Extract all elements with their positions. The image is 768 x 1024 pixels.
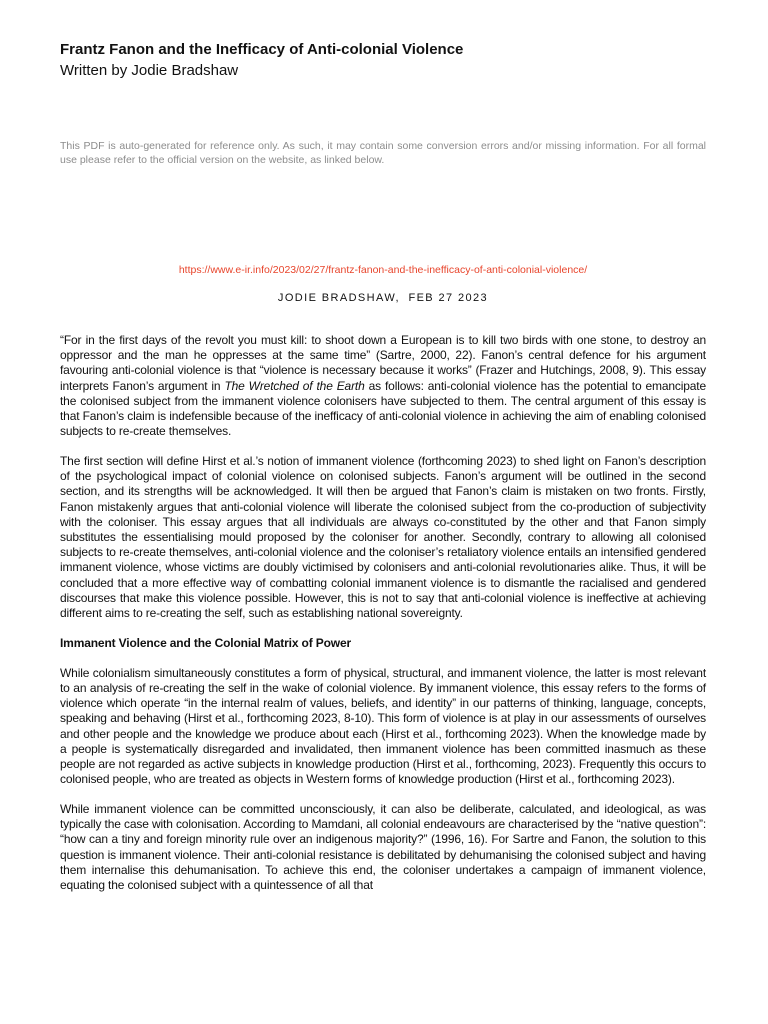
- meta-author: JODIE BRADSHAW,: [277, 292, 400, 304]
- source-link[interactable]: https://www.e-ir.info/2023/02/27/frantz-fanon-and-the-inefficacy-of-anti-colonial-violence/: [178, 264, 588, 276]
- section-heading: Immanent Violence and the Colonial Matrix of Power: [60, 635, 352, 650]
- paragraph-1-text-a: “For in the first days of the revolt you must kill: to shoot down a European is to kill two birds with one stone, to destroy an oppressor and the man he oppresses at the same time” (Sartre, 2000, 22). Fanon’s central defence for his argument favouring anti-colonial violence is that “violence is necessary because it works” (Frazer and Hutchings, 2008, 9). This essay interprets Fanon’s argument in: [60, 333, 706, 393]
- book-title: The Wretched of the Earth: [224, 378, 365, 393]
- paragraph-4: While immanent violence can be committed unconsciously, it can also be deliberate, calculated, and ideological, as was typically the case with colonisation. According to Mamdani, all colonial endeavours are characterised by the “native question”: “how can a tiny and foreign minority rule over an indigenous majority?” (1996, 16). For Sartre and Fanon, the solution to this question is immanent violence. Their anti-colonial resistance is debilitated by dehumanising the colonised subject and having them internalise this dehumanisation. To achieve this end, the coloniser undertakes a campaign of immanent violence, equating the colonised subject with a quintessence of all that: [60, 801, 706, 892]
- article-meta: [60, 292, 706, 304]
- paragraph-3: While colonialism simultaneously constitutes a form of physical, structural, and immanent violence, the latter is most relevant to an analysis of re-creating the self in the wake of colonial violence. By immanent violence, this essay refers to the forms of violence which operate “in the internal realm of values, beliefs, and identity” in our patterns of thinking, language, concepts, speaking and behaving (Hirst et al., forthcoming 2023, 8-10). This form of violence is at play in our assessments of ourselves and other people and the knowledge we produce about each (Hirst et al., forthcoming 2023). When the knowledge made by a people is systematically disregarded and invalidated, then immanent violence has been committed inasmuch as these people are not regarded as active subjects in knowledge production (Hirst et al., forthcoming, 2023). Frequently this occurs to colonised people, who are treated as objects in Western forms of knowledge production (Hirst et al., forthcoming 2023).: [60, 665, 706, 787]
- pdf-disclaimer: This PDF is auto-generated for reference only. As such, it may contain some conversion errors and/or missing information. For all formal use please refer to the official version on the website, as linked below.: [60, 140, 706, 166]
- paragraph-2: The first section will define Hirst et al.’s notion of immanent violence (forthcoming 2023) to shed light on Fanon’s description of the psychological impact of colonial violence on colonised subjects. Fanon’s argument will be outlined in the second section, and its strengths will be acknowledged. It will then be argued that Fanon’s claim is mistaken on two fronts. Firstly, Fanon mistakenly argues that anti-colonial violence will liberate the colonised subject from the co-production of subjectivity with the coloniser. This essay argues that all individuals are always co-constituted by the other and that Fanon simply substitutes the essentialising mould proposed by the coloniser for another. Secondly, contrary to allowing all colonised subjects to re-create themselves, anti-colonial violence and the coloniser’s retaliatory violence entails an intensified gendered immanent violence, whose victims are doubly victimised by colonisers and anti-colonial revolutionaries alike. Thus, it will be concluded that a more effective way of combatting colonial immanent violence is to dismantle the racialised and gendered discourses that make this violence possible. However, this is not to say that anti-colonial violence is ineffective at achieving different aims to re-creating the self, such as establishing national sovereignty.: [60, 453, 706, 620]
- article-title: Frantz Fanon and the Inefficacy of Anti-colonial Violence: [60, 41, 464, 58]
- paragraph-1-text-b: as follows: anti-colonial violence has the potential to emancipate the colonised subject from the immanent violence colonisers have subjected to them. The central argument of this essay is that Fanon’s claim is indefensible because of the inefficacy of anti-colonial violence in achieving the aim of enabling colonised subjects to re-create themselves.: [60, 378, 707, 439]
- meta-date: FEB 27 2023: [408, 292, 489, 304]
- paragraph-1: [60, 333, 706, 439]
- article-body: [60, 333, 706, 908]
- article-byline: Written by Jodie Bradshaw: [60, 62, 239, 79]
